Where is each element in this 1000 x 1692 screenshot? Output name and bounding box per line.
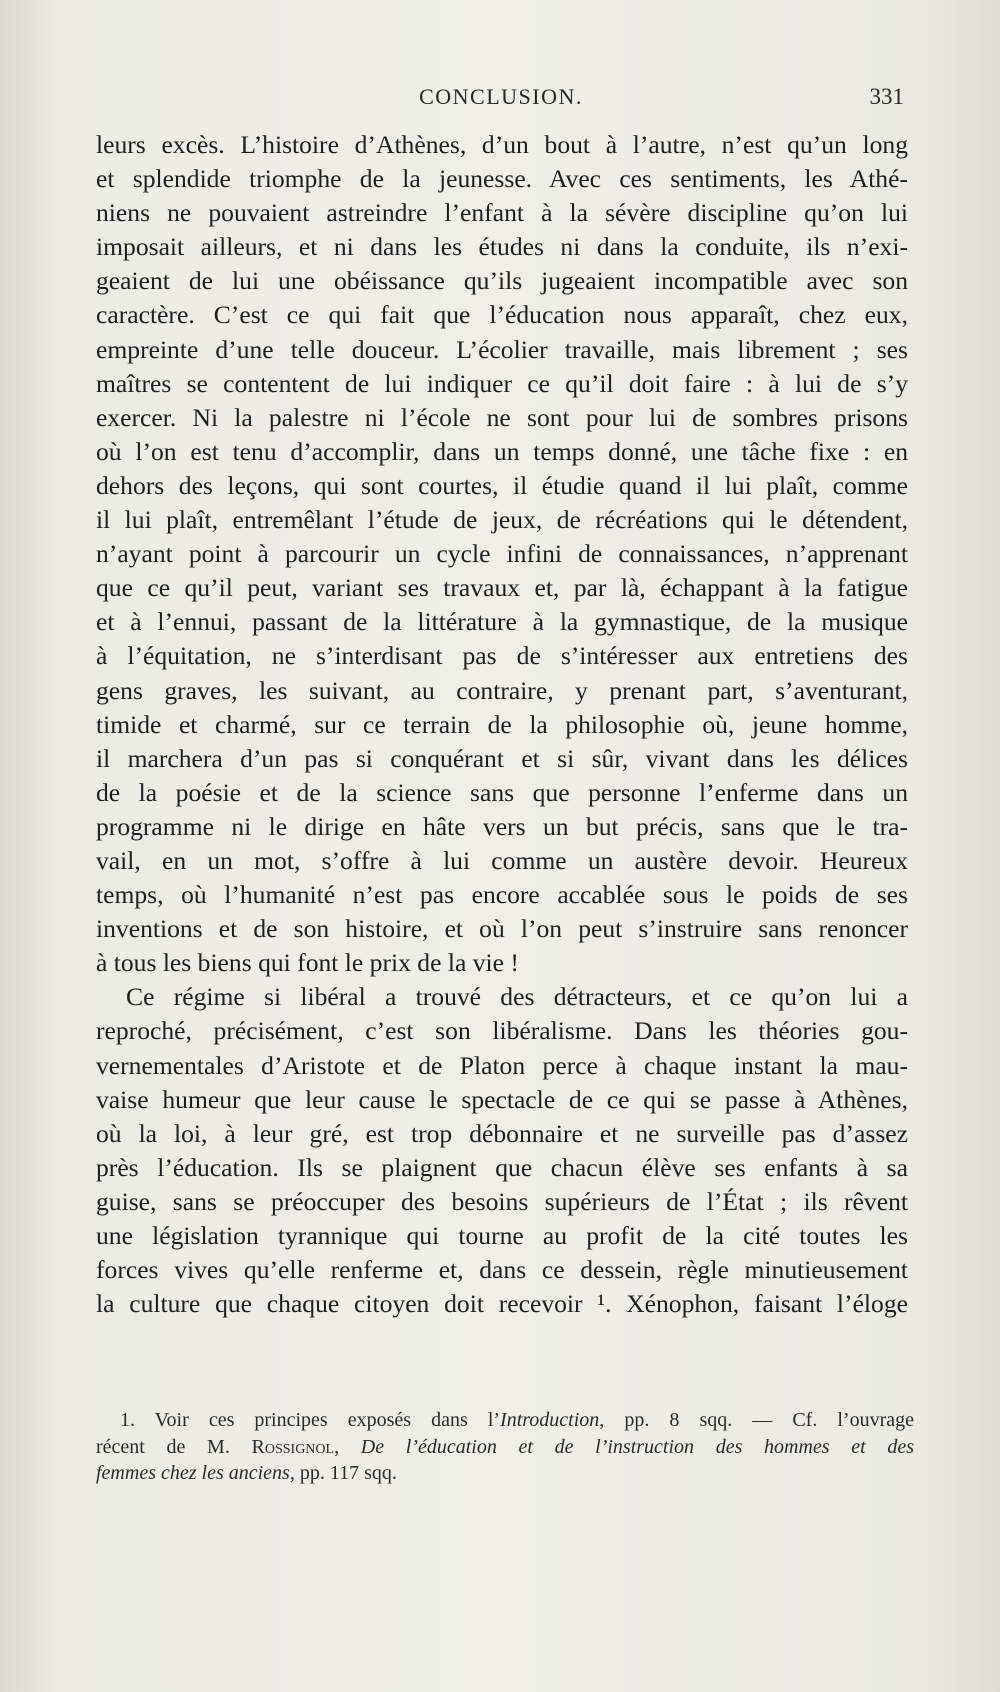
text-line: empreinte d’une telle douceur. L’écolier travaille, mais librement ; ses (96, 334, 908, 364)
paragraph-start-line: Ce régime si libéral a trouvé des détracteurs, et ce qu’on lui a (126, 982, 908, 1012)
text-line: reproché, précisément, c’est son libéralisme. Dans les théories gou- (96, 1016, 908, 1046)
text-line: la culture que chaque citoyen doit recevoir ¹. Xénophon, faisant l’éloge (96, 1289, 908, 1319)
footnote (96, 1407, 914, 1487)
text-line: forces vives qu’elle renferme et, dans ce dessein, règle minutieusement (96, 1255, 908, 1285)
footnote-italic-title: Introduction (500, 1409, 600, 1431)
text-line: où l’on est tenu d’accomplir, dans un temps donné, une tâche fixe : en (96, 436, 908, 466)
text-line: une législation tyrannique qui tourne au profit de la cité toutes les (96, 1221, 908, 1250)
text-line: vernementales d’Aristote et de Platon perce à chaque instant la mau- (96, 1050, 908, 1080)
text-line: n’ayant point à parcourir un cycle infini de connaissances, n’apprenant (96, 539, 908, 569)
text-line: que ce qu’il peut, variant ses travaux et, par là, échappant à la fatigue (96, 573, 908, 603)
footnote-line (96, 1407, 914, 1434)
text-line: timide et charmé, sur ce terrain de la philosophie où, jeune homme, (96, 709, 908, 739)
text-line: vaise humeur que leur cause le spectacle de ce qui se passe à Athènes, (96, 1084, 908, 1114)
body-text (96, 128, 908, 1321)
text-line: vail, en un mot, s’offre à lui comme un austère devoir. Heureux (96, 845, 908, 875)
text-line: près l’éducation. Ils se plaignent que chacun élève ses enfants à sa (96, 1152, 908, 1182)
text-line: où la loi, à leur gré, est trop débonnaire et ne surveille pas d’assez (96, 1118, 908, 1148)
text-line: il lui plaît, entremêlant l’étude de jeux, de récréations qui le détendent, (96, 505, 908, 535)
footnote-text: 1. Voir ces principes exposés dans l’ (120, 1409, 501, 1431)
text-line: leurs excès. L’histoire d’Athènes, d’un bout à l’autre, n’est qu’un long (96, 130, 908, 159)
footnote-italic-title: femmes chez les anciens (96, 1462, 290, 1484)
text-line: inventions et de son histoire, et où l’on peut s’instruire sans renoncer (96, 914, 908, 944)
footnote-text: , pp. 117 sqq. (289, 1462, 397, 1484)
text-line: il marchera d’un pas si conquérant et si sûr, vivant dans les délices (96, 743, 908, 773)
text-line: caractère. C’est ce qui fait que l’éducation nous apparaît, chez eux, (96, 300, 908, 330)
page-header (98, 84, 904, 118)
text-line: programme ni le dirige en hâte vers un but précis, sans que le tra- (96, 811, 908, 841)
text-line: et splendide triomphe de la jeunesse. Avec ces sentiments, les Athé- (96, 164, 908, 194)
text-line: geaient de lui une obéissance qu’ils jugeaient incompatible avec son (96, 266, 908, 296)
text-line: dehors des leçons, qui sont courtes, il étudie quand il lui plaît, comme (96, 470, 908, 500)
text-line: exercer. Ni la palestre ni l’école ne sont pour lui de sombres prisons (96, 402, 908, 432)
text-line: imposait ailleurs, et ni dans les études ni dans la conduite, ils n’exi- (96, 232, 908, 262)
footnote-line (96, 1460, 914, 1487)
footnote-text: , (334, 1435, 361, 1458)
paragraph-end-line: à tous les biens qui font le prix de la vie ! (96, 948, 519, 978)
text-line: à l’équitation, ne s’interdisant pas de s’intéresser aux entretiens des (96, 641, 908, 671)
footnote-italic-title: De l’éducation et de l’instruction des hommes et des (360, 1435, 915, 1458)
footnote-text: récent de M. (96, 1435, 252, 1458)
text-line: niens ne pouvaient astreindre l’enfant à la sévère discipline qu’on lui (96, 198, 908, 228)
footnote-author: Rossignol (251, 1435, 335, 1458)
text-line: guise, sans se préoccuper des besoins supérieurs de l’État ; ils rêvent (96, 1186, 908, 1216)
footnote-line (96, 1434, 914, 1461)
text-line: de la poésie et de la science sans que personne l’enferme dans un (96, 777, 908, 807)
page-number: 331 (869, 84, 904, 109)
text-line: temps, où l’humanité n’est pas encore accablée sous le poids de ses (96, 880, 908, 910)
text-line: et à l’ennui, passant de la littérature à la gymnastique, de la musique (96, 607, 908, 637)
text-line: gens graves, les suivant, au contraire, y prenant part, s’aventurant, (96, 675, 908, 705)
running-title: CONCLUSION. (419, 84, 583, 109)
footnote-text: , pp. 8 sqq. — Cf. l’ouvrage (599, 1409, 914, 1431)
text-line: maîtres se contentent de lui indiquer ce qu’il doit faire : à lui de s’y (96, 368, 908, 398)
